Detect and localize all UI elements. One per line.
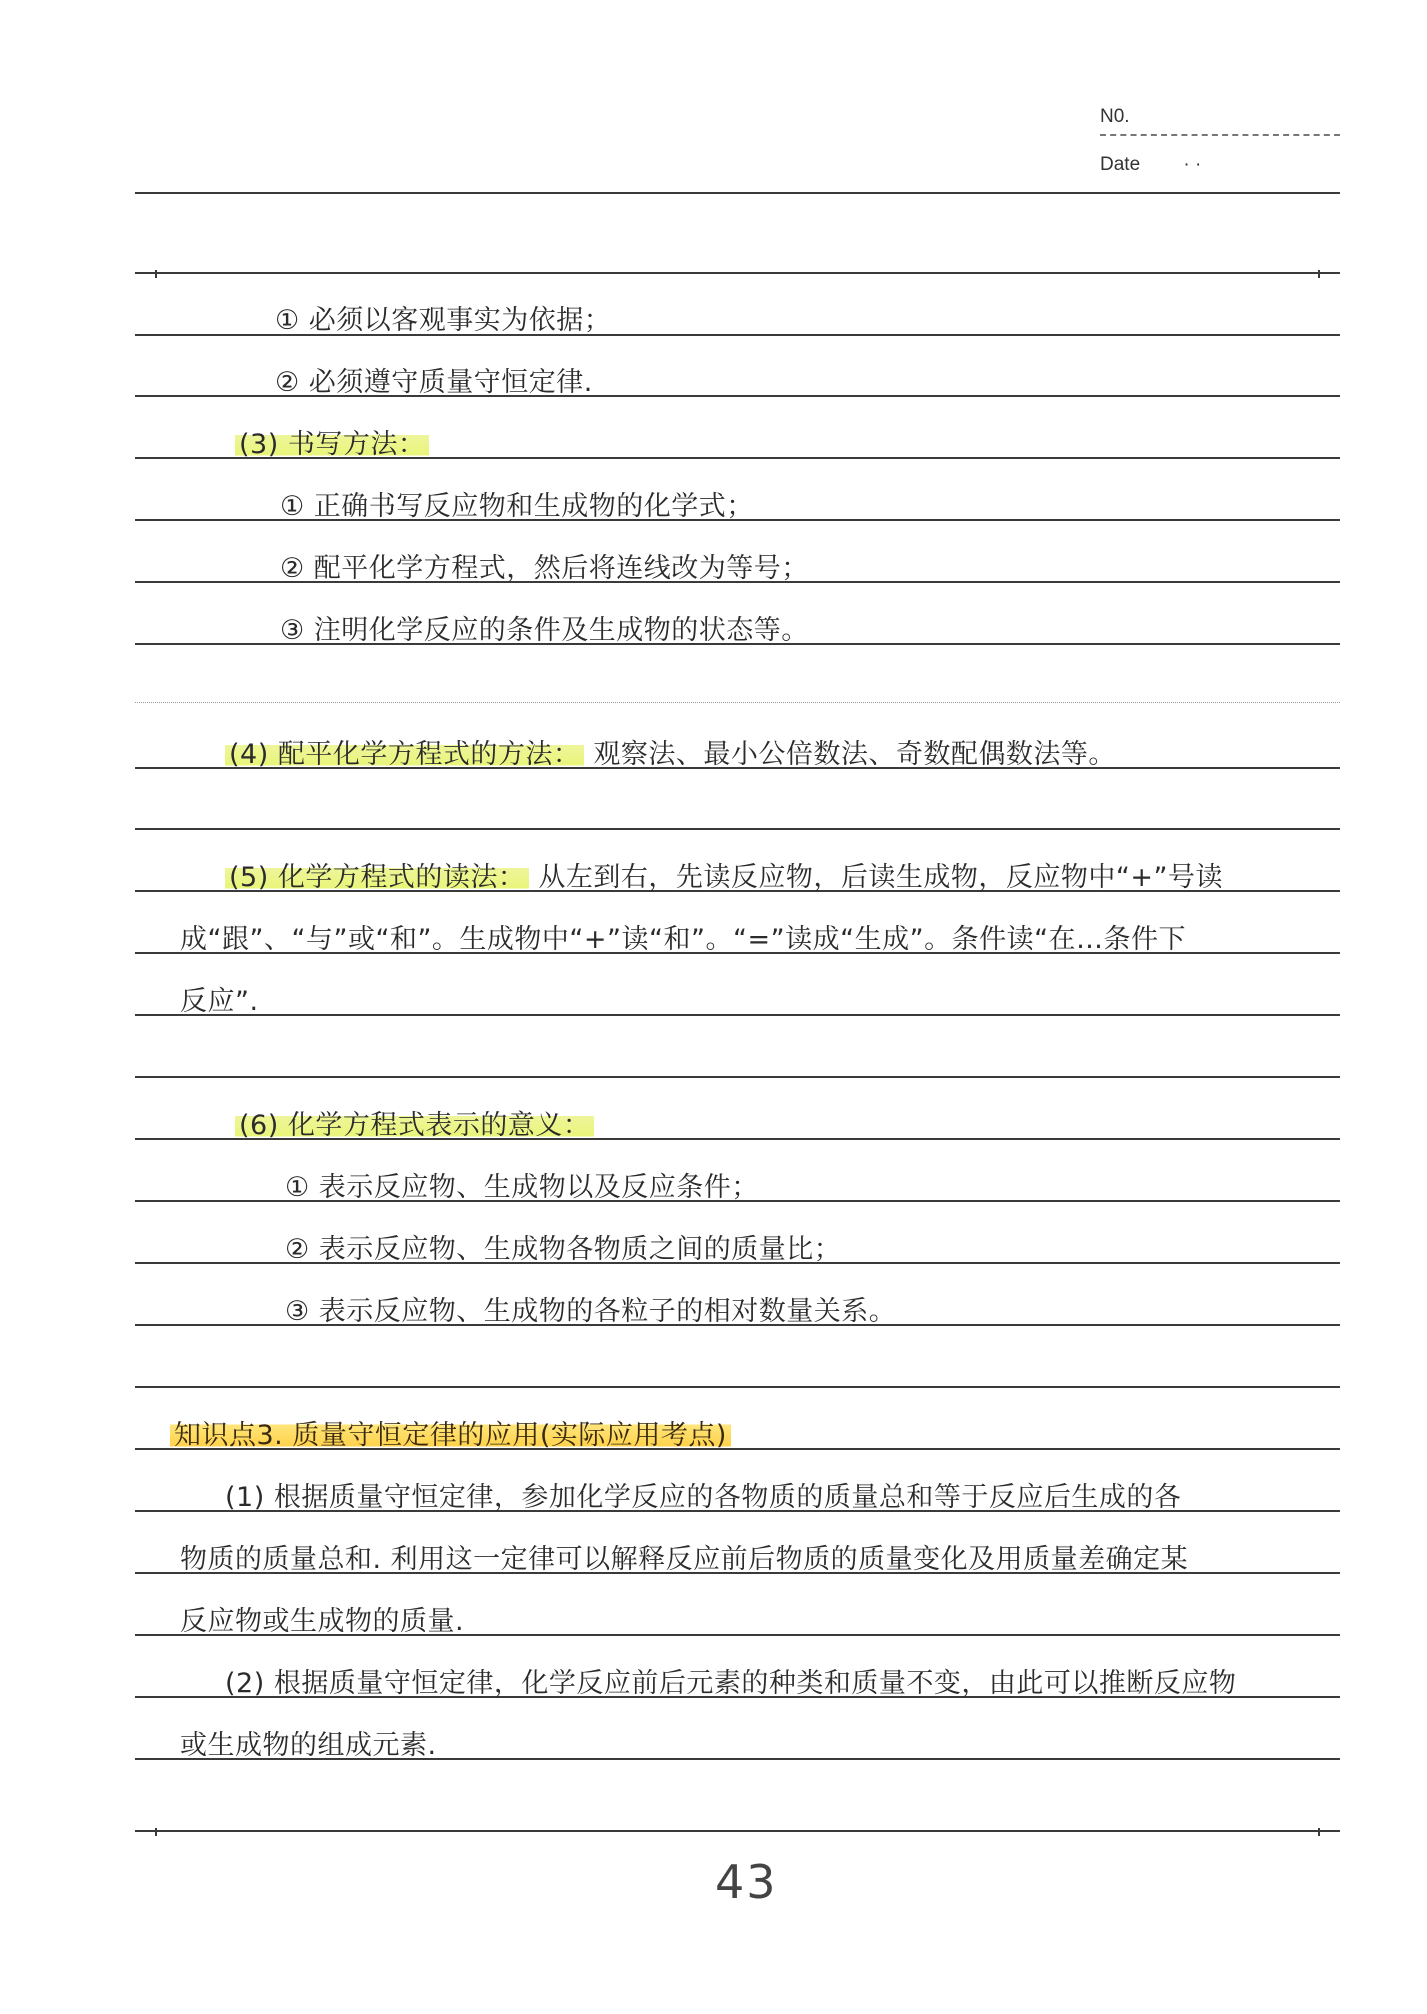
note-line: 物质的质量总和. 利用这一定律可以解释反应前后物质的质量变化及用质量差确定某 [180, 1544, 1189, 1575]
highlighted-heading: (6) 化学方程式表示的意义： [235, 1110, 594, 1141]
section-heading [235, 422, 429, 461]
date-label: Date [1100, 154, 1141, 175]
note-line: ② 配平化学方程式，然后将连线改为等号； [280, 553, 809, 584]
note-line: ② 必须遵守质量守恒定律. [275, 367, 593, 398]
ruled-line [135, 702, 1340, 703]
number-label: N0. [1100, 106, 1130, 127]
ruled-line [135, 192, 1340, 194]
note-line: 或生成物的组成元素. [180, 1730, 437, 1761]
ruled-line [135, 1076, 1340, 1078]
ruled-line [135, 272, 1340, 274]
section-heading [225, 855, 1223, 894]
ruled-line [135, 1386, 1340, 1388]
knowledge-point-heading [170, 1413, 731, 1452]
note-line: ① 必须以客观事实为依据； [275, 305, 612, 336]
ruled-line [135, 1014, 1340, 1016]
note-line: (1) 根据质量守恒定律，参加化学反应的各物质的质量总和等于反应后生成的各 [225, 1482, 1182, 1513]
note-line: ① 正确书写反应物和生成物的化学式； [280, 491, 754, 522]
note-line: (2) 根据质量守恒定律，化学反应前后元素的种类和质量不变，由此可以推断反应物 [225, 1668, 1237, 1699]
ruled-line [135, 828, 1340, 830]
note-line: 反应物或生成物的质量. [180, 1606, 465, 1637]
note-line: ③ 表示反应物、生成物的各粒子的相对数量关系。 [285, 1296, 897, 1327]
date-field [1100, 152, 1340, 178]
highlighted-heading: (4) 配平化学方程式的方法： [225, 739, 584, 770]
number-field [1100, 100, 1340, 136]
page-header [1100, 100, 1340, 178]
ruled-line [135, 1830, 1340, 1832]
highlighted-heading: (3) 书写方法： [235, 429, 429, 460]
date-dots: · · [1183, 154, 1202, 175]
note-line: ③ 注明化学反应的条件及生成物的状态等。 [280, 615, 809, 646]
highlighted-heading: (5) 化学方程式的读法： [225, 862, 529, 893]
section-heading [235, 1103, 594, 1142]
highlighted-heading: 知识点3. 质量守恒定律的应用(实际应用考点) [170, 1420, 731, 1451]
page-number: 43 [715, 1855, 778, 1909]
note-line: ② 表示反应物、生成物各物质之间的质量比； [285, 1234, 842, 1265]
note-line: 反应”. [180, 986, 259, 1017]
note-line: ① 表示反应物、生成物以及反应条件； [285, 1172, 759, 1203]
note-text: 观察法、最小公倍数法、奇数配偶数法等。 [593, 739, 1116, 770]
note-line: 成“跟”、“与”或“和”。生成物中“+”读“和”。“=”读成“生成”。条件读“在…条件下 [180, 924, 1187, 955]
note-text: 从左到右，先读反应物，后读生成物，反应物中“+”号读 [538, 862, 1224, 893]
section-heading [225, 732, 1116, 771]
